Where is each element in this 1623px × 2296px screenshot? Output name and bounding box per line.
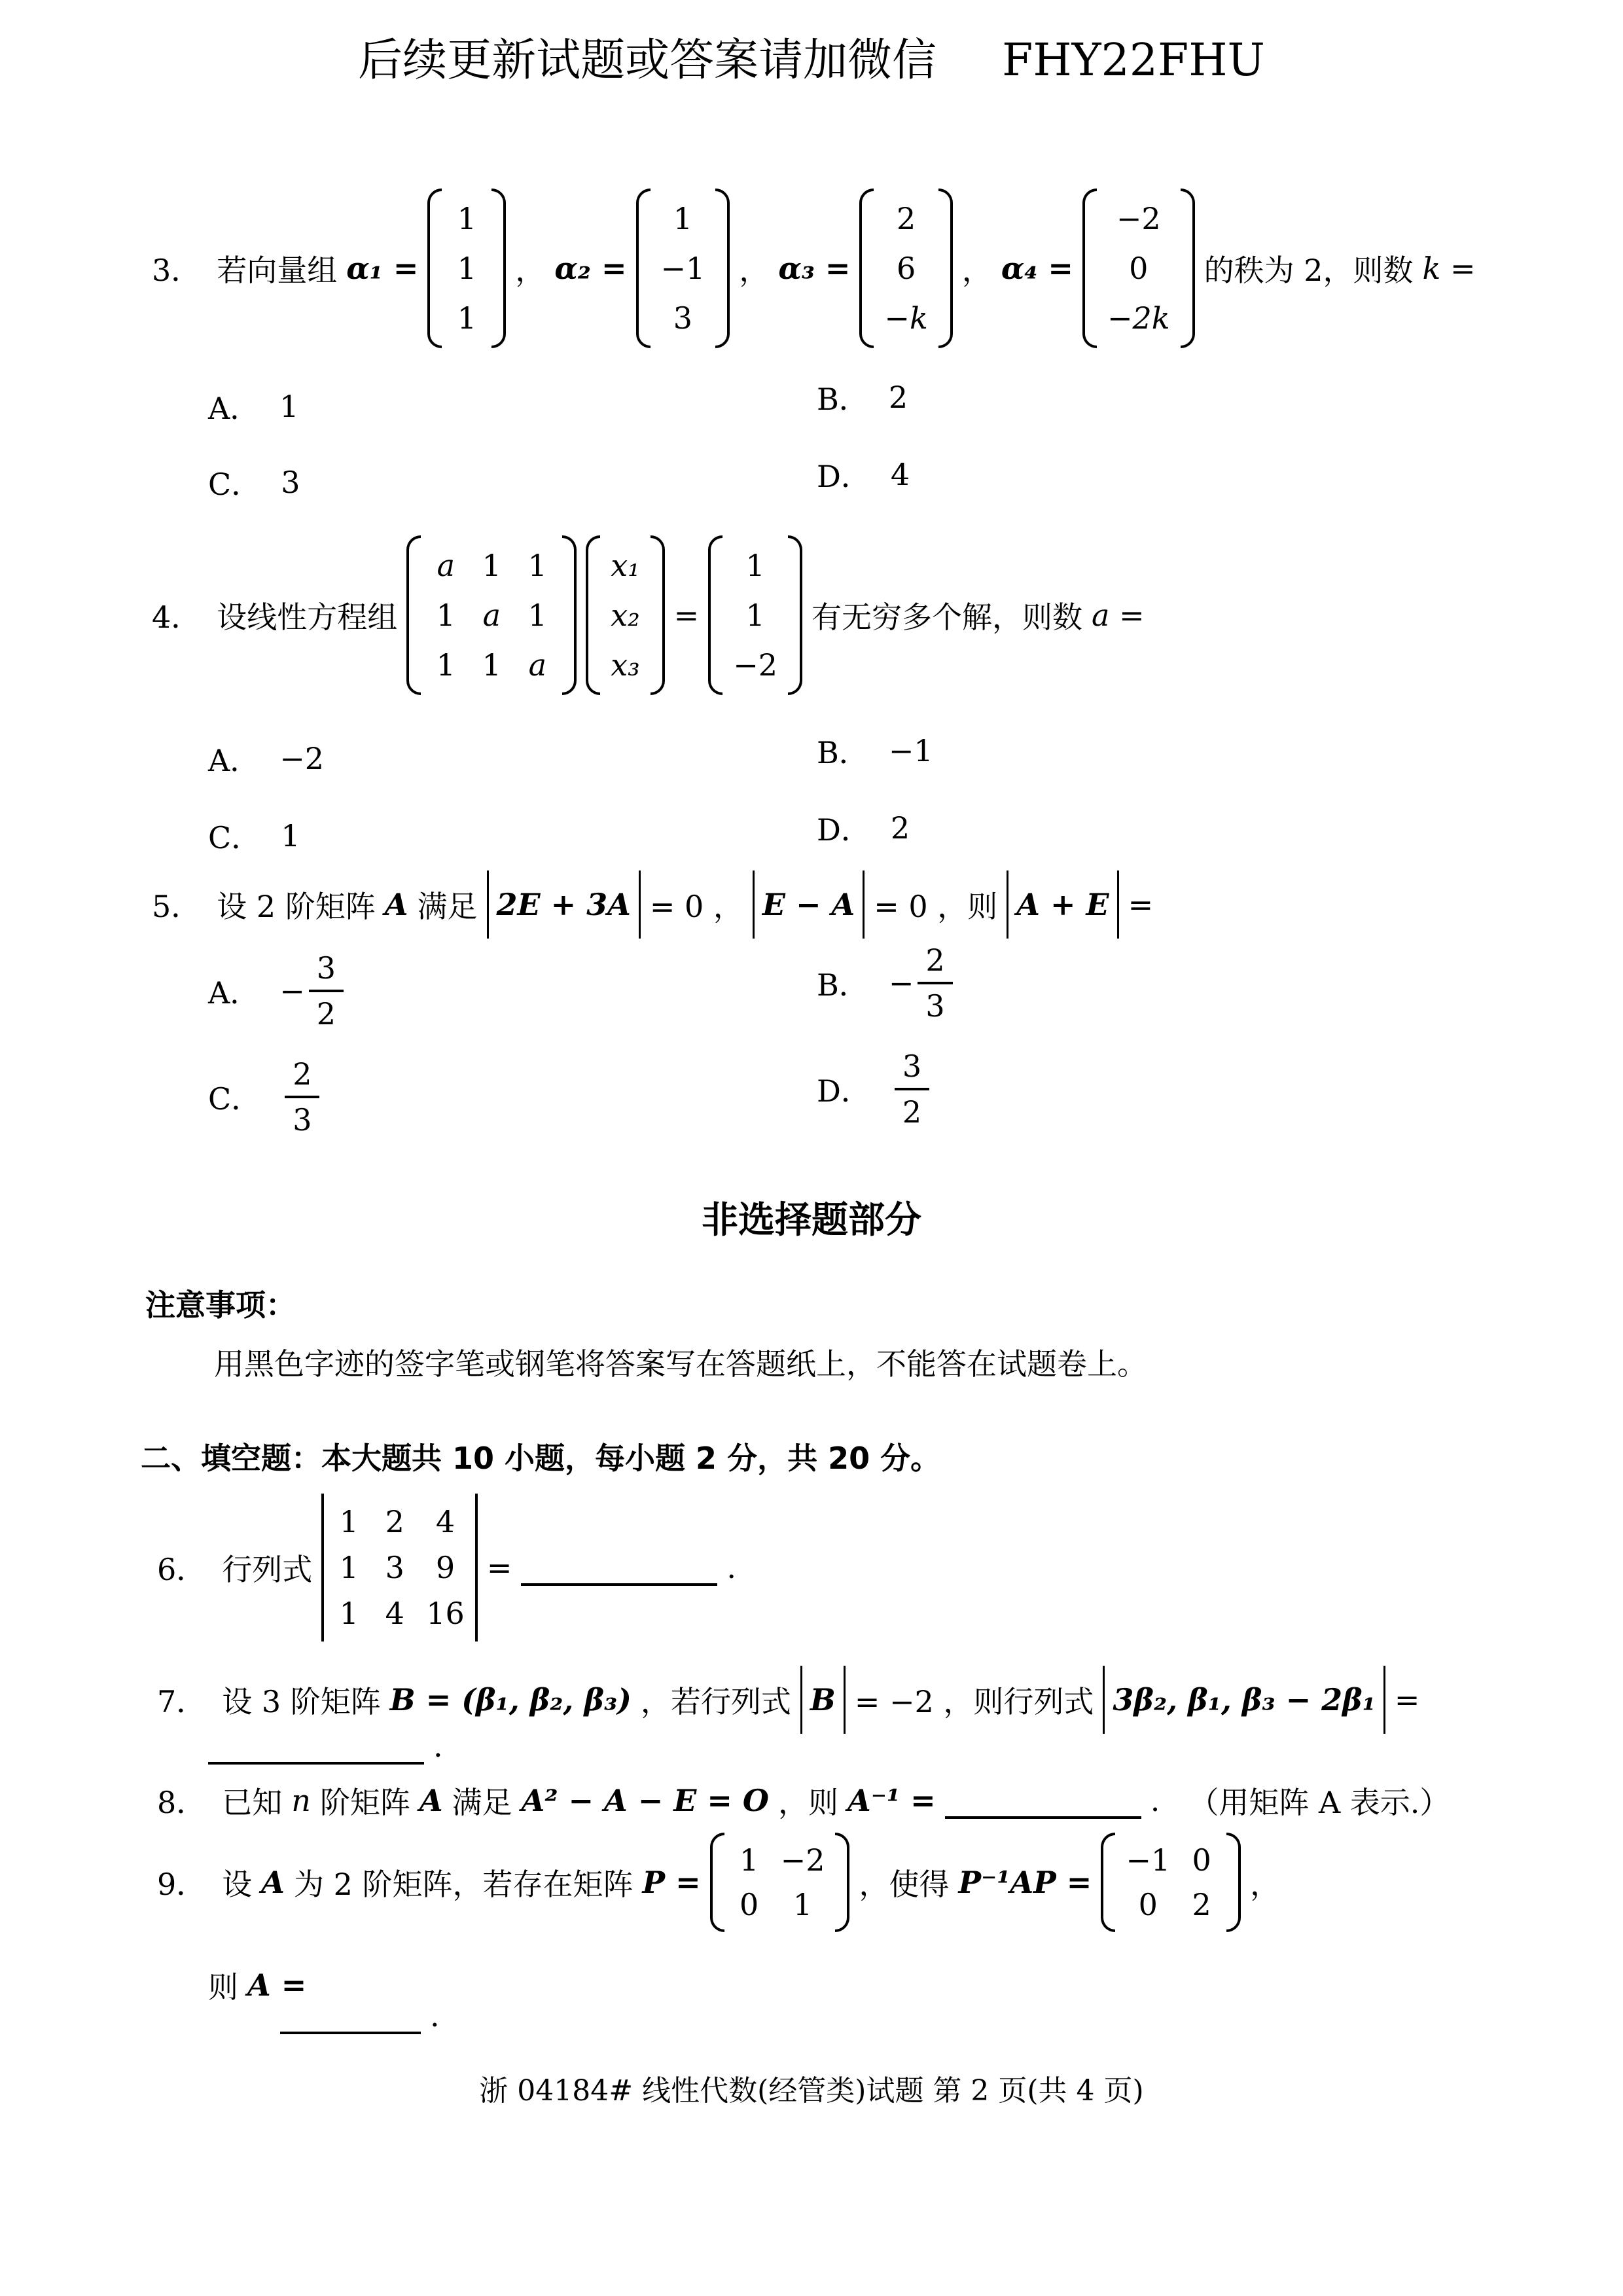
matrix-cell: 0 — [1129, 251, 1149, 286]
question-3-pretext: 若向量组 — [217, 253, 338, 288]
matrix-cell: 1 — [740, 1842, 759, 1878]
diagonal-matrix — [1101, 1833, 1241, 1932]
matrix-cell: 1 — [457, 201, 477, 236]
question-8-text-1c: 满足 — [452, 1785, 512, 1820]
comma: ， — [961, 253, 992, 288]
matrix-cell: 16 — [426, 1596, 465, 1631]
vector-alpha2 — [636, 188, 730, 348]
question-7-number: 7． — [157, 1684, 207, 1719]
period: . — [726, 1550, 736, 1585]
option-label: C． — [208, 467, 262, 502]
question-9-then-text: 则 — [208, 1969, 238, 2005]
fraction-sign: − — [279, 973, 305, 1009]
notes-body: 用黑色字迹的签字笔或钢笔将答案写在答题纸上，不能答在试题卷上。 — [214, 1346, 1147, 1382]
question-8-note: （用矩阵 A 表示.） — [1188, 1785, 1450, 1820]
determinant-columns-expression: 3β₂, β₁, β₃ − 2β₁ — [1103, 1666, 1385, 1734]
question-9-text-1a: 设 — [222, 1867, 253, 1902]
question-4-option-a — [208, 737, 324, 780]
question-8-text-1a: 已知 — [222, 1785, 283, 1820]
question-5-stem — [152, 870, 1153, 939]
question-3-stem — [152, 188, 1476, 348]
page-footer: 浙 04184# 线性代数(经管类)试题 第 2 页(共 4 页) — [479, 2074, 1144, 2108]
notes-heading: 注意事项： — [145, 1287, 296, 1323]
comma: ， — [515, 253, 546, 288]
fraction — [285, 1056, 319, 1138]
option-label: B． — [817, 735, 869, 770]
answer-blank — [280, 1998, 421, 2034]
question-4-option-b — [817, 729, 933, 772]
fraction-value — [279, 950, 344, 1031]
matrix-cell: a — [528, 647, 546, 683]
matrix-B-definition: B = (β₁, β₂, β₃) — [389, 1682, 632, 1717]
question-5-number: 5． — [152, 889, 202, 924]
matrix-cell: −k — [884, 300, 928, 336]
fraction-denominator: 2 — [902, 1094, 922, 1130]
question-4-option-d — [817, 806, 910, 850]
answer-blank — [521, 1549, 717, 1586]
matrix-cell: 0 — [1192, 1842, 1211, 1878]
period: . — [1150, 1783, 1160, 1818]
question-4-a-equals: a = — [1092, 598, 1145, 633]
option-label: A． — [208, 391, 260, 426]
question-9-text-2: ，使得 — [859, 1867, 950, 1902]
matrix-cell: 9 — [435, 1550, 455, 1585]
matrix-A-symbol: A — [261, 1865, 285, 1900]
matrix-cell: 1 — [673, 201, 693, 236]
determinant-B: B — [800, 1666, 846, 1734]
question-3-posttext: 的秩为 2，则数 — [1204, 253, 1414, 288]
matrix-cell: −1 — [1126, 1842, 1171, 1878]
vector-alpha4 — [1082, 188, 1195, 348]
matrix-cell: x₃ — [611, 647, 640, 683]
fraction — [895, 1049, 929, 1130]
question-5-option-c — [208, 1056, 319, 1138]
matrix-cell: 2 — [896, 201, 916, 236]
question-9-stem — [157, 1833, 1280, 1932]
matrix-cell: −1 — [660, 251, 705, 286]
unknown-vector-body — [600, 535, 650, 695]
matrix-cell: 1 — [745, 598, 765, 633]
fraction-denominator: 2 — [316, 996, 336, 1031]
question-8-stem — [157, 1779, 1450, 1822]
option-label: A． — [208, 743, 260, 778]
fraction-value — [889, 942, 953, 1024]
matrix-cell: −2 — [733, 647, 778, 683]
matrix-cell: 1 — [457, 251, 477, 286]
option-label: D． — [817, 1073, 871, 1109]
question-4-posttext: 有无穷多个解，则数 — [812, 600, 1083, 635]
fraction-value — [281, 1056, 319, 1138]
n-symbol: n — [291, 1783, 311, 1818]
determinant-matrix — [321, 1494, 478, 1641]
matrix-cell: 1 — [457, 300, 477, 336]
question-9-answer-line — [280, 1998, 440, 2034]
question-4-pretext: 设线性方程组 — [217, 600, 398, 635]
matrix-cell: 1 — [482, 548, 501, 583]
question-5-option-b — [817, 942, 953, 1024]
matrix-cell: 6 — [896, 251, 916, 286]
coefficient-matrix-body — [421, 535, 562, 695]
question-6-stem — [157, 1494, 736, 1641]
question-7-stem — [157, 1666, 1419, 1734]
answer-blank — [208, 1728, 424, 1765]
option-label: C． — [208, 820, 262, 855]
option-label: C． — [208, 1081, 262, 1117]
question-7-text-1: 设 3 阶矩阵 — [222, 1684, 381, 1719]
question-9-number: 9． — [157, 1867, 207, 1902]
question-7-eq-2: = — [1394, 1682, 1420, 1717]
matrix-cell: 0 — [1138, 1887, 1158, 1922]
matrix-A-symbol: A — [419, 1783, 443, 1818]
question-5-text-2: 满足 — [417, 889, 478, 924]
option-value: −1 — [888, 733, 933, 768]
matrix-cell: a — [482, 598, 501, 633]
matrix-A-symbol: A — [384, 887, 408, 922]
determinant-A-plus-E: A + E — [1007, 870, 1118, 939]
question-3-option-c — [208, 461, 300, 504]
option-value: −2 — [279, 741, 325, 776]
question-9-text-1b: 为 2 阶矩阵，若存在矩阵 — [293, 1867, 633, 1902]
question-6-pretext: 行列式 — [222, 1552, 313, 1587]
matrix-cell: −2 — [780, 1842, 825, 1878]
option-value: 1 — [281, 818, 300, 853]
period: . — [433, 1729, 443, 1764]
matrix-cell: 1 — [745, 548, 765, 583]
question-5-option-a — [208, 950, 344, 1031]
comma: ， — [1250, 1867, 1281, 1902]
question-4-number: 4． — [152, 600, 202, 635]
question-3-number: 3． — [152, 253, 202, 288]
option-label: B． — [817, 382, 869, 417]
fraction-numerator: 2 — [285, 1056, 319, 1098]
matrix-cell: 3 — [385, 1550, 404, 1585]
matrix-cell: 1 — [527, 548, 547, 583]
fraction-numerator: 2 — [918, 942, 952, 984]
coefficient-matrix — [406, 535, 577, 695]
matrix-cell: 1 — [436, 647, 455, 683]
period: . — [430, 1998, 440, 2034]
matrix-cell: 1 — [482, 647, 501, 683]
determinant-matrix-body — [324, 1494, 475, 1641]
question-7-text-2: ，若行列式 — [640, 1684, 791, 1719]
question-8-text-1b: 阶矩阵 — [319, 1785, 410, 1820]
fraction-numerator: 3 — [895, 1049, 929, 1090]
header-notice-text: 后续更新试题或答案请加微信 — [358, 35, 937, 86]
matrix-cell: 1 — [527, 598, 547, 633]
matrix-cell: 0 — [740, 1887, 759, 1922]
matrix-cell: 1 — [339, 1504, 359, 1539]
question-8-number: 8． — [157, 1785, 207, 1820]
vector-alpha3 — [859, 188, 952, 348]
matrix-cell: 4 — [435, 1504, 455, 1539]
matrix-equation: A² − A − E = O — [521, 1783, 770, 1818]
determinant-E-minus-A: E − A — [753, 870, 865, 939]
vector-alpha2-body — [651, 188, 716, 348]
vector-alpha3-body — [874, 188, 938, 348]
option-value: 3 — [281, 465, 300, 500]
matrix-cell: 1 — [339, 1550, 359, 1585]
option-label: A． — [208, 975, 260, 1011]
fraction-denominator: 3 — [925, 988, 945, 1024]
comma: ， — [739, 253, 770, 288]
fraction — [309, 950, 344, 1031]
option-label: D． — [817, 812, 871, 848]
matrix-cell: x₁ — [611, 548, 640, 583]
matrix-cell: −2 — [1116, 201, 1161, 236]
matrix-P-body — [724, 1833, 836, 1932]
matrix-cell: 1 — [339, 1596, 359, 1631]
matrix-cell: 2 — [385, 1504, 404, 1539]
question-7-eq-1: = −2 ，则行列式 — [854, 1684, 1094, 1719]
question-5-text-1: 设 2 阶矩阵 — [217, 889, 376, 924]
matrix-cell: 1 — [436, 598, 455, 633]
matrix-P — [710, 1833, 850, 1932]
matrix-cell: 1 — [793, 1887, 813, 1922]
matrix-cell: a — [437, 548, 455, 583]
question-3-option-b — [817, 376, 908, 419]
vector-alpha1 — [427, 188, 506, 348]
question-5-eq-3: = — [1128, 887, 1154, 922]
question-6-number: 6． — [157, 1552, 207, 1587]
alpha3-symbol: α₃ = — [778, 251, 851, 286]
matrix-cell: x₂ — [611, 598, 640, 633]
unknown-vector — [586, 535, 664, 695]
question-3-option-a — [208, 385, 299, 428]
similarity-expression: P⁻¹AP = — [958, 1865, 1092, 1900]
diagonal-matrix-body — [1115, 1833, 1226, 1932]
A-inverse-equals: A⁻¹ = — [847, 1783, 936, 1818]
vector-alpha1-body — [442, 188, 491, 348]
matrix-cell: 3 — [673, 300, 693, 336]
fill-section-heading: 二、填空题：本大题共 10 小题，每小题 2 分，共 20 分。 — [141, 1441, 941, 1476]
alpha2-symbol: α₂ = — [554, 251, 627, 286]
question-3-k-equals: k = — [1422, 251, 1476, 286]
determinant-2E-plus-3A: 2E + 3A — [487, 870, 641, 939]
matrix-P-equals: P = — [642, 1865, 701, 1900]
answer-blank — [945, 1782, 1141, 1819]
question-4-stem — [152, 535, 1145, 695]
rhs-vector-body — [722, 535, 788, 695]
option-value: 2 — [890, 810, 910, 846]
alpha1-symbol: α₁ = — [346, 251, 419, 286]
matrix-cell: 4 — [385, 1596, 404, 1631]
matrix-cell: −2k — [1107, 300, 1170, 336]
question-4-option-c — [208, 814, 300, 857]
option-value: 2 — [888, 380, 908, 415]
equals-sign: = — [673, 598, 700, 633]
header-wechat-code: FHY22FHU — [1002, 35, 1265, 86]
rhs-vector — [708, 535, 802, 695]
question-5-eq-1: = 0 ， — [649, 889, 743, 924]
question-5-option-d — [817, 1049, 929, 1130]
option-label: D． — [817, 459, 871, 494]
option-value: 1 — [279, 389, 299, 424]
question-3-option-d — [817, 453, 910, 496]
alpha4-symbol: α₄ = — [1001, 251, 1073, 286]
option-label: B． — [817, 967, 869, 1003]
A-equals: A = — [247, 1967, 307, 2003]
fraction-numerator: 3 — [309, 950, 344, 992]
fraction-denominator: 3 — [293, 1102, 312, 1138]
vector-alpha4-body — [1097, 188, 1181, 348]
question-7-answer-line — [208, 1728, 443, 1765]
page-header — [0, 25, 1623, 88]
equals-sign: = — [486, 1550, 512, 1585]
fraction-value — [891, 1049, 929, 1130]
fraction-sign: − — [888, 965, 914, 1001]
question-5-eq-2: = 0 ，则 — [874, 889, 998, 924]
fraction — [918, 942, 952, 1024]
question-8-text-2: ，则 — [778, 1785, 839, 1820]
matrix-cell: 2 — [1192, 1887, 1211, 1922]
section-2-title: 非选择题部分 — [702, 1199, 921, 1242]
option-value: 4 — [890, 457, 910, 492]
